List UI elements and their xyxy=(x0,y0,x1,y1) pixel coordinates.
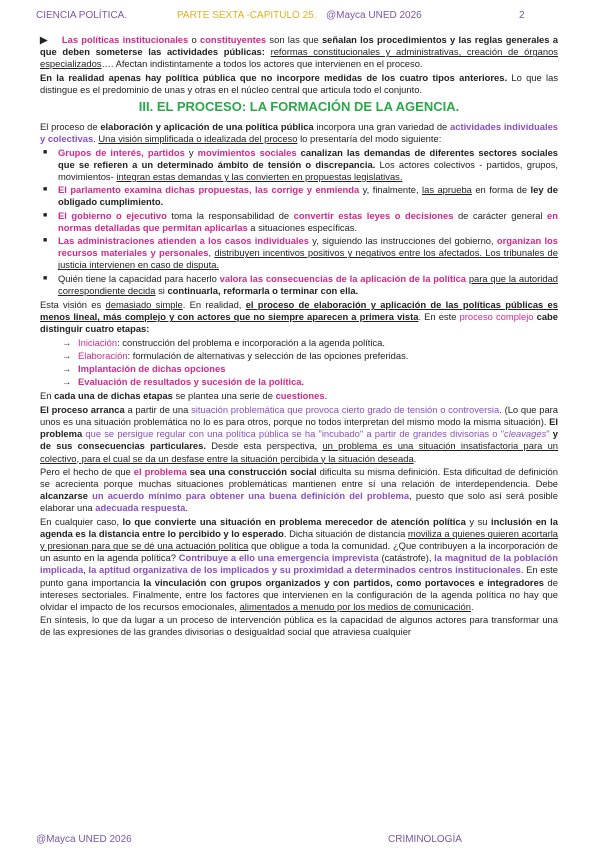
paragraph-stage-questions: En cada una de dichas etapas se plantea una serie de cuestiones. xyxy=(40,390,328,402)
list-item: → Evaluación de resultados y sucesión de la política. xyxy=(78,376,558,388)
paragraph-social-construction: Pero el hecho de que el problema sea una construcción social dificulta su misma definición. Esta dificultad de definición se acrecienta porque muchas situaciones problemáticas mantienen entre sí una relación de interdependencia. Debe alcanzarse un acuerdo mínimo para obtener una buena definición del problema, puesto que solo así será posible elaborar una adecuada respuesta. xyxy=(40,465,558,514)
paragraph-synthesis: En síntesis, lo que da lugar a un proceso de intervención pública es la capacidad de algunos actores para transformar una de las expresiones de las grandes divisorias o desigualdad social que atraviesa cualquier xyxy=(40,614,558,638)
page-header xyxy=(36,10,540,26)
header-subject: CIENCIA POLÍTICA. xyxy=(36,10,128,21)
list-item: ■ El gobierno o ejecutivo toma la responsabilidad de convertir estas leyes o decisiones de carácter general en normas detalladas que permitan aplicarlas a situaciones específicas. xyxy=(58,210,558,234)
list-item: ■ Grupos de interés, partidos y movimientos sociales canalizan las demandas de diferentes sectores sociales que se refieren a un determinado ámbito de tensión o discrepancia. Los actores colectivos - partidos, grupos, movimientos- integran estas demandas y las convierten en propuestas legislativas. xyxy=(58,147,558,184)
footer-author: @Mayca UNED 2026 xyxy=(36,834,132,845)
header-chapter: PARTE SEXTA -CAPITULO 25. xyxy=(177,10,317,21)
paragraph-reality: En la realidad apenas hay política pública que no incorpore medidas de los cuatro tipos anteriores. Lo que las distingue es el predominio de unas y otras en el núcleo central que articula todo el conjunto. xyxy=(40,71,559,95)
list-item: → Iniciación: construcción del problema e incorporación a la agenda política. xyxy=(78,337,558,349)
section-title: III. EL PROCESO: LA FORMACIÓN DE LA AGENCIA. xyxy=(138,99,460,115)
paragraph-complexity: Esta visión es demasiado simple. En realidad, el proceso de elaboración y aplicación de las políticas públicas es menos lineal, más complejo y con actores que no siempre aparecen a primera vista. En este proceso complejo cabe distinguir cuatro etapas: xyxy=(40,299,558,335)
list-item: → Implantación de dichas opciones xyxy=(78,363,558,375)
process-steps-list xyxy=(40,147,558,297)
header-author: @Mayca UNED 2026 xyxy=(326,10,422,21)
list-item: ■ Las administraciones atienden a los casos individuales y, siguiendo las instrucciones del gobierno, organizan los recursos materiales y personales, distribuyen incentivos positivos y negativos entre los afectados. Los tribunales de justicia intervienen en caso de disputa. xyxy=(58,235,558,272)
footer-subject: CRIMINOLOGÍA xyxy=(388,834,462,845)
list-item: → Elaboración: formulación de alternativas y selección de las opciones preferidas. xyxy=(78,350,558,362)
paragraph-institutional-policies: ▶ Las políticas institucionales o constituyentes son las que señalan los procedimientos y las reglas generales a que deben someterse las actividades públicas: reformas constitucionales y administrativas, creación de órganos especializados…. Afectan indistintamente a todos los actores que intervienen en el proceso. xyxy=(40,34,558,70)
header-page-number: 2 xyxy=(519,10,525,21)
paragraph-process-intro: El proceso de elaboración y aplicación de una política pública incorpora una gran variedad de actividades individuales y colectivas. Una visión simplificada o idealizada del proceso lo presentaría del modo siguiente: xyxy=(40,121,559,145)
list-item: ■ El parlamento examina dichas propuestas, las corrige y enmienda y, finalmente, las aprueba en forma de ley de obligado cumplimiento. xyxy=(58,184,558,208)
paragraph-agenda: En cualquier caso, lo que convierte una situación en problema merecedor de atención política y su inclusión en la agenda es la distancia entre lo percibido y lo esperado. Dicha situación de distancia moviliza a quienes quieren acortarla y presionan para que se dé una actuación política que obligue a toda la comunidad. ¿Que contribuyen a la incorporación de un asunto en la agenda política? Contribuye a ello una emergencia imprevista (catástrofe), la magnitud de la población implicada, la aptitud organizativa de los implicados y su proximidad a determinados centros institucionales. En este punto gana importancia la vinculación con grupos organizados y con partidos, como portavoces e integradores de intereses sectoriales. Finalmente, entre los factores que intervienen en la configuración de la agenda política no hay que olvidar el impacto de los recursos emocionales, alimentados a menudo por los medios de comunicación. xyxy=(40,515,559,612)
list-item: ■ Quién tiene la capacidad para hacerlo valora las consecuencias de la aplicación de la política para que la autoridad correspondiente decida si continuarla, reformarla o terminar con ella. xyxy=(58,273,558,297)
document-body xyxy=(40,34,558,640)
triangle-bullet-icon: ▶ xyxy=(40,34,48,45)
stages-list xyxy=(40,337,558,389)
paragraph-process-start: El proceso arranca a partir de una situación problemática que provoca cierto grado de tensión o controversia. (Lo que para unos es una situación problemática no lo es para otros, porque no todos interpretan del mismo modo la misma situación). El problema que se persigue regular con una política pública se ha "incubado" a partir de grandes divisorias o "cleavages" y de sus consecuencias particulares. Desde esta perspectiva, un problema es una situación insatisfactoria para un colectivo, para el cual se da un desfase entre la situación percibida y la situación deseada. xyxy=(40,403,559,464)
